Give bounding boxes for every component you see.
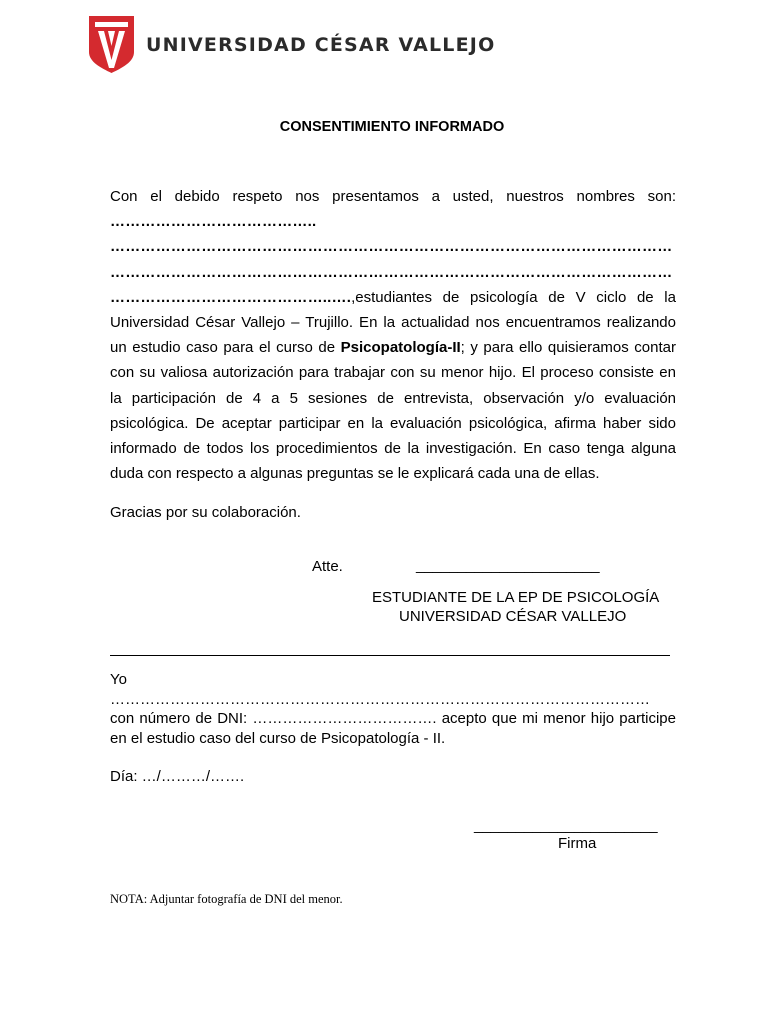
- firma-line: ______________________: [474, 817, 658, 834]
- body-text: [110, 285, 676, 487]
- body-text-a: ,estudiantes de psicología de V ciclo de la Universidad César Vallejo – Trujillo. En la actualidad nos encuentramos realizando un estudio caso para el curso de: [110, 288, 676, 357]
- body-text-b: ; y para ello quisieramos contar con su valiosa autorización para trabajar con su menor hijo. El proceso consiste en la participación de 4 a 5 sesiones de entrevista, observación y/o evaluación psicológica. De aceptar participar en la evaluación psicológica, afirma haber sido informado de todos los procedimientos de la investigación. En caso tenga alguna duda con respecto a algunas preguntas se le explicará cada una de ellas.: [110, 339, 676, 483]
- names-blank-4: ……………………………………..….: [110, 288, 352, 306]
- names-blank-3: …………………………………………………………………………………………………: [110, 263, 673, 281]
- parent-name-blank: ………………………………………………………………………………………………: [110, 690, 650, 708]
- names-blank-1: …………………………………..: [110, 213, 317, 231]
- consent-section: [110, 670, 676, 787]
- student-signature-line: ______________________: [416, 557, 600, 574]
- yo-label: Yo: [110, 671, 127, 688]
- section-divider: [110, 655, 670, 656]
- firma-label: Firma: [558, 835, 597, 852]
- student-university: UNIVERSIDAD CÉSAR VALLEJO: [399, 608, 627, 625]
- university-logo: [89, 16, 495, 73]
- names-blank-2: …………………………………………………………………………………………………: [110, 238, 673, 256]
- thanks-text: Gracias por su colaboración.: [110, 504, 301, 522]
- document-title: CONSENTIMIENTO INFORMADO: [279, 119, 505, 135]
- date-field: Día: …/………/…….: [110, 768, 245, 786]
- note-text: NOTA: Adjuntar fotografía de DNI del menor.: [110, 892, 343, 906]
- dni-consent-text: con número de DNI: ………………………………. acepto que mi menor hijo participe en el estudio caso del curso de Psicopatología - II.: [110, 710, 676, 747]
- main-paragraph: [110, 184, 676, 526]
- student-role: ESTUDIANTE DE LA EP DE PSICOLOGÍA: [372, 589, 660, 606]
- intro-text: Con el debido respeto nos presentamos a usted, nuestros nombres son:: [110, 188, 676, 205]
- course-name: Psicopatología-II: [340, 339, 461, 357]
- atte-label: Atte.: [312, 558, 343, 575]
- shield-logo-icon: [89, 16, 134, 73]
- institution-name: UNIVERSIDAD CÉSAR VALLEJO: [146, 33, 496, 56]
